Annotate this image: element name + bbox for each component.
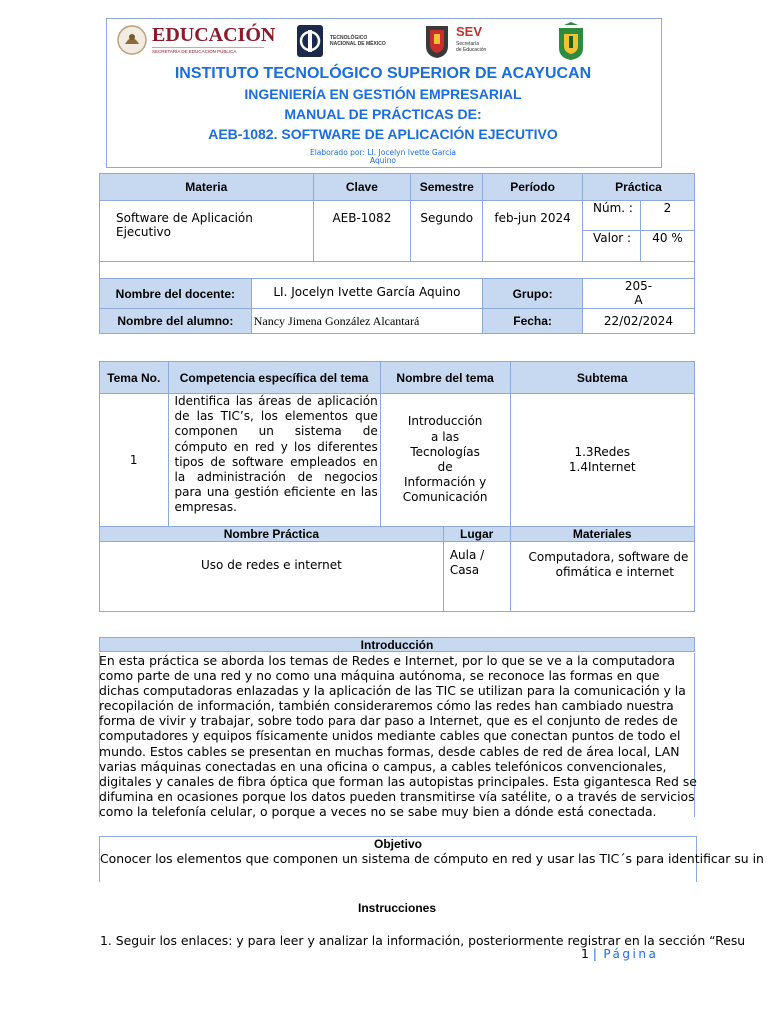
subtema-item: 1.3Redes [574, 445, 631, 459]
subtema-item: 1.4Internet [568, 460, 636, 474]
materia-value: Software de Aplicación Ejecutivo [100, 201, 314, 262]
page-number: 1 [581, 946, 589, 961]
num-label: Núm. : [582, 201, 640, 231]
sev-line2: de Educación [456, 47, 487, 53]
topic-table [99, 361, 695, 612]
fecha-value: 22/02/2024 [582, 309, 694, 334]
competencia-value: Identifica las áreas de aplicación de las TIC’s, los elementos que componen un sistema de cómputo en red y los diferentes tipos de software empleados en la administración de negocios para una gestión eficiente en las empresas. [168, 394, 380, 527]
alumno-label: Nombre del alumno: [100, 309, 252, 334]
tecnm-logo [294, 22, 386, 62]
competencia-header: Competencia específica del tema [168, 362, 380, 394]
valor-label: Valor : [582, 231, 640, 262]
tema-no-value: 1 [100, 394, 169, 527]
page-footer [581, 946, 658, 961]
page-separator: | [592, 947, 600, 961]
career-title: INGENIERÍA EN GESTIÓN EMPRESARIAL [244, 86, 522, 102]
nombre-practica-header: Nombre Práctica [100, 527, 444, 542]
lugar-value: Aula / Casa [443, 542, 510, 612]
clave-header: Clave [313, 174, 411, 201]
logos-row [106, 18, 660, 64]
periodo-header: Período [483, 174, 583, 201]
valor-value: 40 % [640, 231, 694, 262]
tecnm-line2: NACIONAL DE MÉXICO [330, 41, 386, 47]
materia-header: Materia [100, 174, 314, 201]
educacion-logo-subtext: SECRETARÍA DE EDUCACIÓN PÚBLICA [152, 49, 237, 54]
institute-title: INSTITUTO TECNOLÓGICO SUPERIOR DE ACAYUCAN [174, 65, 592, 82]
semestre-header: Semestre [411, 174, 483, 201]
tecnm-line1: TECNOLÓGICO [330, 35, 368, 41]
nombre-practica-value: Uso de redes e internet [100, 542, 444, 612]
info-table [99, 173, 695, 334]
instructions-title: Instrucciones [357, 901, 437, 915]
fecha-label: Fecha: [483, 309, 583, 334]
num-value: 2 [640, 201, 694, 231]
materiales-value [510, 542, 695, 612]
educacion-logo [116, 22, 276, 60]
materiales-line1: Computadora, software de [528, 550, 689, 564]
objective-title: Objetivo [373, 837, 422, 851]
sev-line1: Secretaría [456, 41, 480, 47]
objective-body: Conocer los elementos que componen un sistema de cómputo en red y usar las TIC´s para identificar su in [100, 851, 764, 866]
materiales-header: Materiales [510, 527, 695, 542]
subtema-header: Subtema [510, 362, 695, 394]
logo-divider [152, 47, 264, 48]
course-title: AEB-1082. SOFTWARE DE APLICACIÓN EJECUTIVO [208, 126, 558, 142]
tecnm-gear-icon [294, 22, 326, 60]
nombre-tema-header: Nombre del tema [380, 362, 510, 394]
nombre-tema-value: Introducción a las Tecnologías de Información y Comunicación [380, 394, 510, 527]
intro-body: En esta práctica se aborda los temas de Redes e Internet, por lo que se ve a la computadora como parte de una red y no como una máquina autónoma, se reconoce las formas en que dichas computadoras enlazadas y la aplicación de las TIC se utilizan para la comunicación y la recopilación de información, también consideraremos cómo las redes han cambiado nuestra forma de vivir y trabajar, sobre todo para dar paso a Internet, que es el conjunto de redes de computadores y equipos físicamente unidos mediante cables que conectan puntos de todo el mundo. Estos cables se presentan en muchas formas, desde cables de red de área local, LAN varias máquinas conectadas en una oficina o campus, a cables telefónicos convencionales, digitales y canales de fibra óptica que forman las autopistas principales. Esta gigantesca Red se difumina en ocasiones porque los datos pueden transmitirse vía satélite, o a través de servicios como la telefonía celular, o porque a veces no se sabe muy bien a dónde está conectada. [99, 653, 697, 819]
grupo-value: 205-A [582, 279, 694, 309]
itsa-logo-icon [556, 22, 586, 62]
practica-header: Práctica [582, 174, 694, 201]
page-label: Página [603, 947, 659, 961]
intro-title: Introducción [99, 637, 695, 652]
sev-logo [424, 22, 514, 62]
veracruz-shield-icon [424, 24, 450, 60]
tema-no-header: Tema No. [100, 362, 169, 394]
alumno-value: Nancy Jimena González Alcantará [251, 309, 482, 334]
elaborado-line2: Aquino [370, 156, 396, 165]
docente-value: LI. Jocelyn Ivette García Aquino [251, 279, 482, 309]
elaborado-por [106, 149, 660, 165]
subtema-value [510, 394, 695, 527]
manual-title: MANUAL DE PRÁCTICAS DE: [284, 106, 482, 122]
sev-logo-text: SEV [456, 24, 483, 39]
periodo-value: feb-jun 2024 [483, 201, 583, 262]
semestre-value: Segundo [411, 201, 483, 262]
instruction-item: 1. Seguir los enlaces: y para leer y analizar la información, posteriormente registrar en la sección “Resu [100, 933, 746, 948]
educacion-logo-text: EDUCACIÓN [152, 24, 276, 46]
materiales-line2: ofimática e internet [555, 565, 674, 579]
elaborado-line1: Elaborado por: LI. Jocelyn Ivette García [309, 148, 457, 157]
mexico-seal-icon [116, 24, 148, 56]
clave-value: AEB-1082 [313, 201, 411, 262]
header-titles [106, 64, 660, 144]
grupo-label: Grupo: [483, 279, 583, 309]
docente-label: Nombre del docente: [100, 279, 252, 309]
spacer-row [100, 262, 695, 279]
lugar-header: Lugar [443, 527, 510, 542]
